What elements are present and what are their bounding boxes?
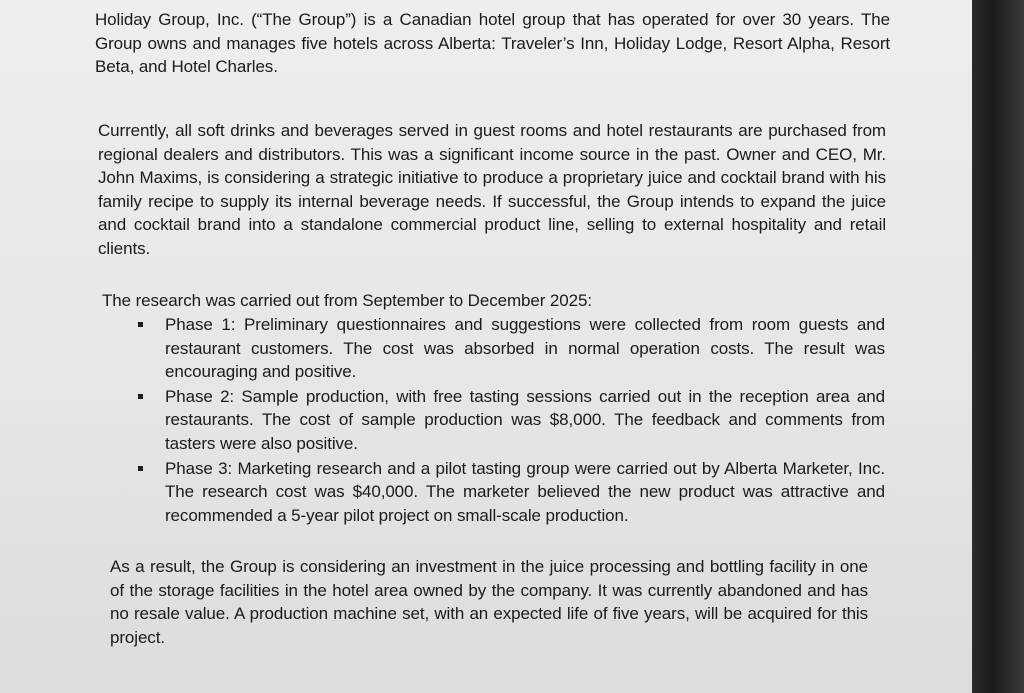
phase-3-text: Phase 3: Marketing research and a pilot tasting group were carried out by Alberta Marketer, Inc. The research cost was $40,000. The marketer believed the new product was attractive and recommended a 5-year pilot project on small-scale production.: [165, 458, 885, 525]
list-item: [125, 385, 885, 456]
research-intro-paragraph: The research was carried out from September to December 2025:: [102, 291, 592, 310]
background-paragraph: Currently, all soft drinks and beverages served in guest rooms and hotel restaurants are purchased from regional dealers and distributors. This was a significant income source in the past. Owner and CEO, Mr. John Maxims, is considering a strategic initiative to produce a proprietary juice and cocktail brand with his family recipe to supply its internal beverage needs. If successful, the Group intends to expand the juice and cocktail brand into a standalone commercial product line, selling to external hospitality and retail clients.: [98, 121, 886, 258]
investment-paragraph: As a result, the Group is considering an investment in the juice processing and bottling facility in one of the storage facilities in the hotel area owned by the company. It was currently abandoned and has no resale value. A production machine set, with an expected life of five years, will be acquired for this project.: [110, 557, 868, 647]
list-item: [125, 457, 885, 528]
bullet-icon: [138, 394, 143, 399]
monitor-bezel: [972, 0, 1024, 693]
phase-2-text: Phase 2: Sample production, with free tasting sessions carried out in the reception area and restaurants. The cost of sample production was $8,000. The feedback and comments from tasters were also positive.: [165, 386, 885, 453]
list-item: [125, 313, 885, 384]
intro-paragraph: Holiday Group, Inc. (“The Group”) is a Canadian hotel group that has operated for over 30 years. The Group owns and manages five hotels across Alberta: Traveler’s Inn, Holiday Lodge, Resort Alpha, Resort Beta, and Hotel Charles.: [95, 10, 890, 77]
bullet-icon: [138, 466, 143, 471]
phase-1-text: Phase 1: Preliminary questionnaires and suggestions were collected from room guests and restaurant customers. The cost was absorbed in normal operation costs. The result was encouraging and positive.: [165, 315, 885, 382]
bullet-icon: [138, 322, 143, 327]
research-phases-list: [125, 313, 885, 528]
